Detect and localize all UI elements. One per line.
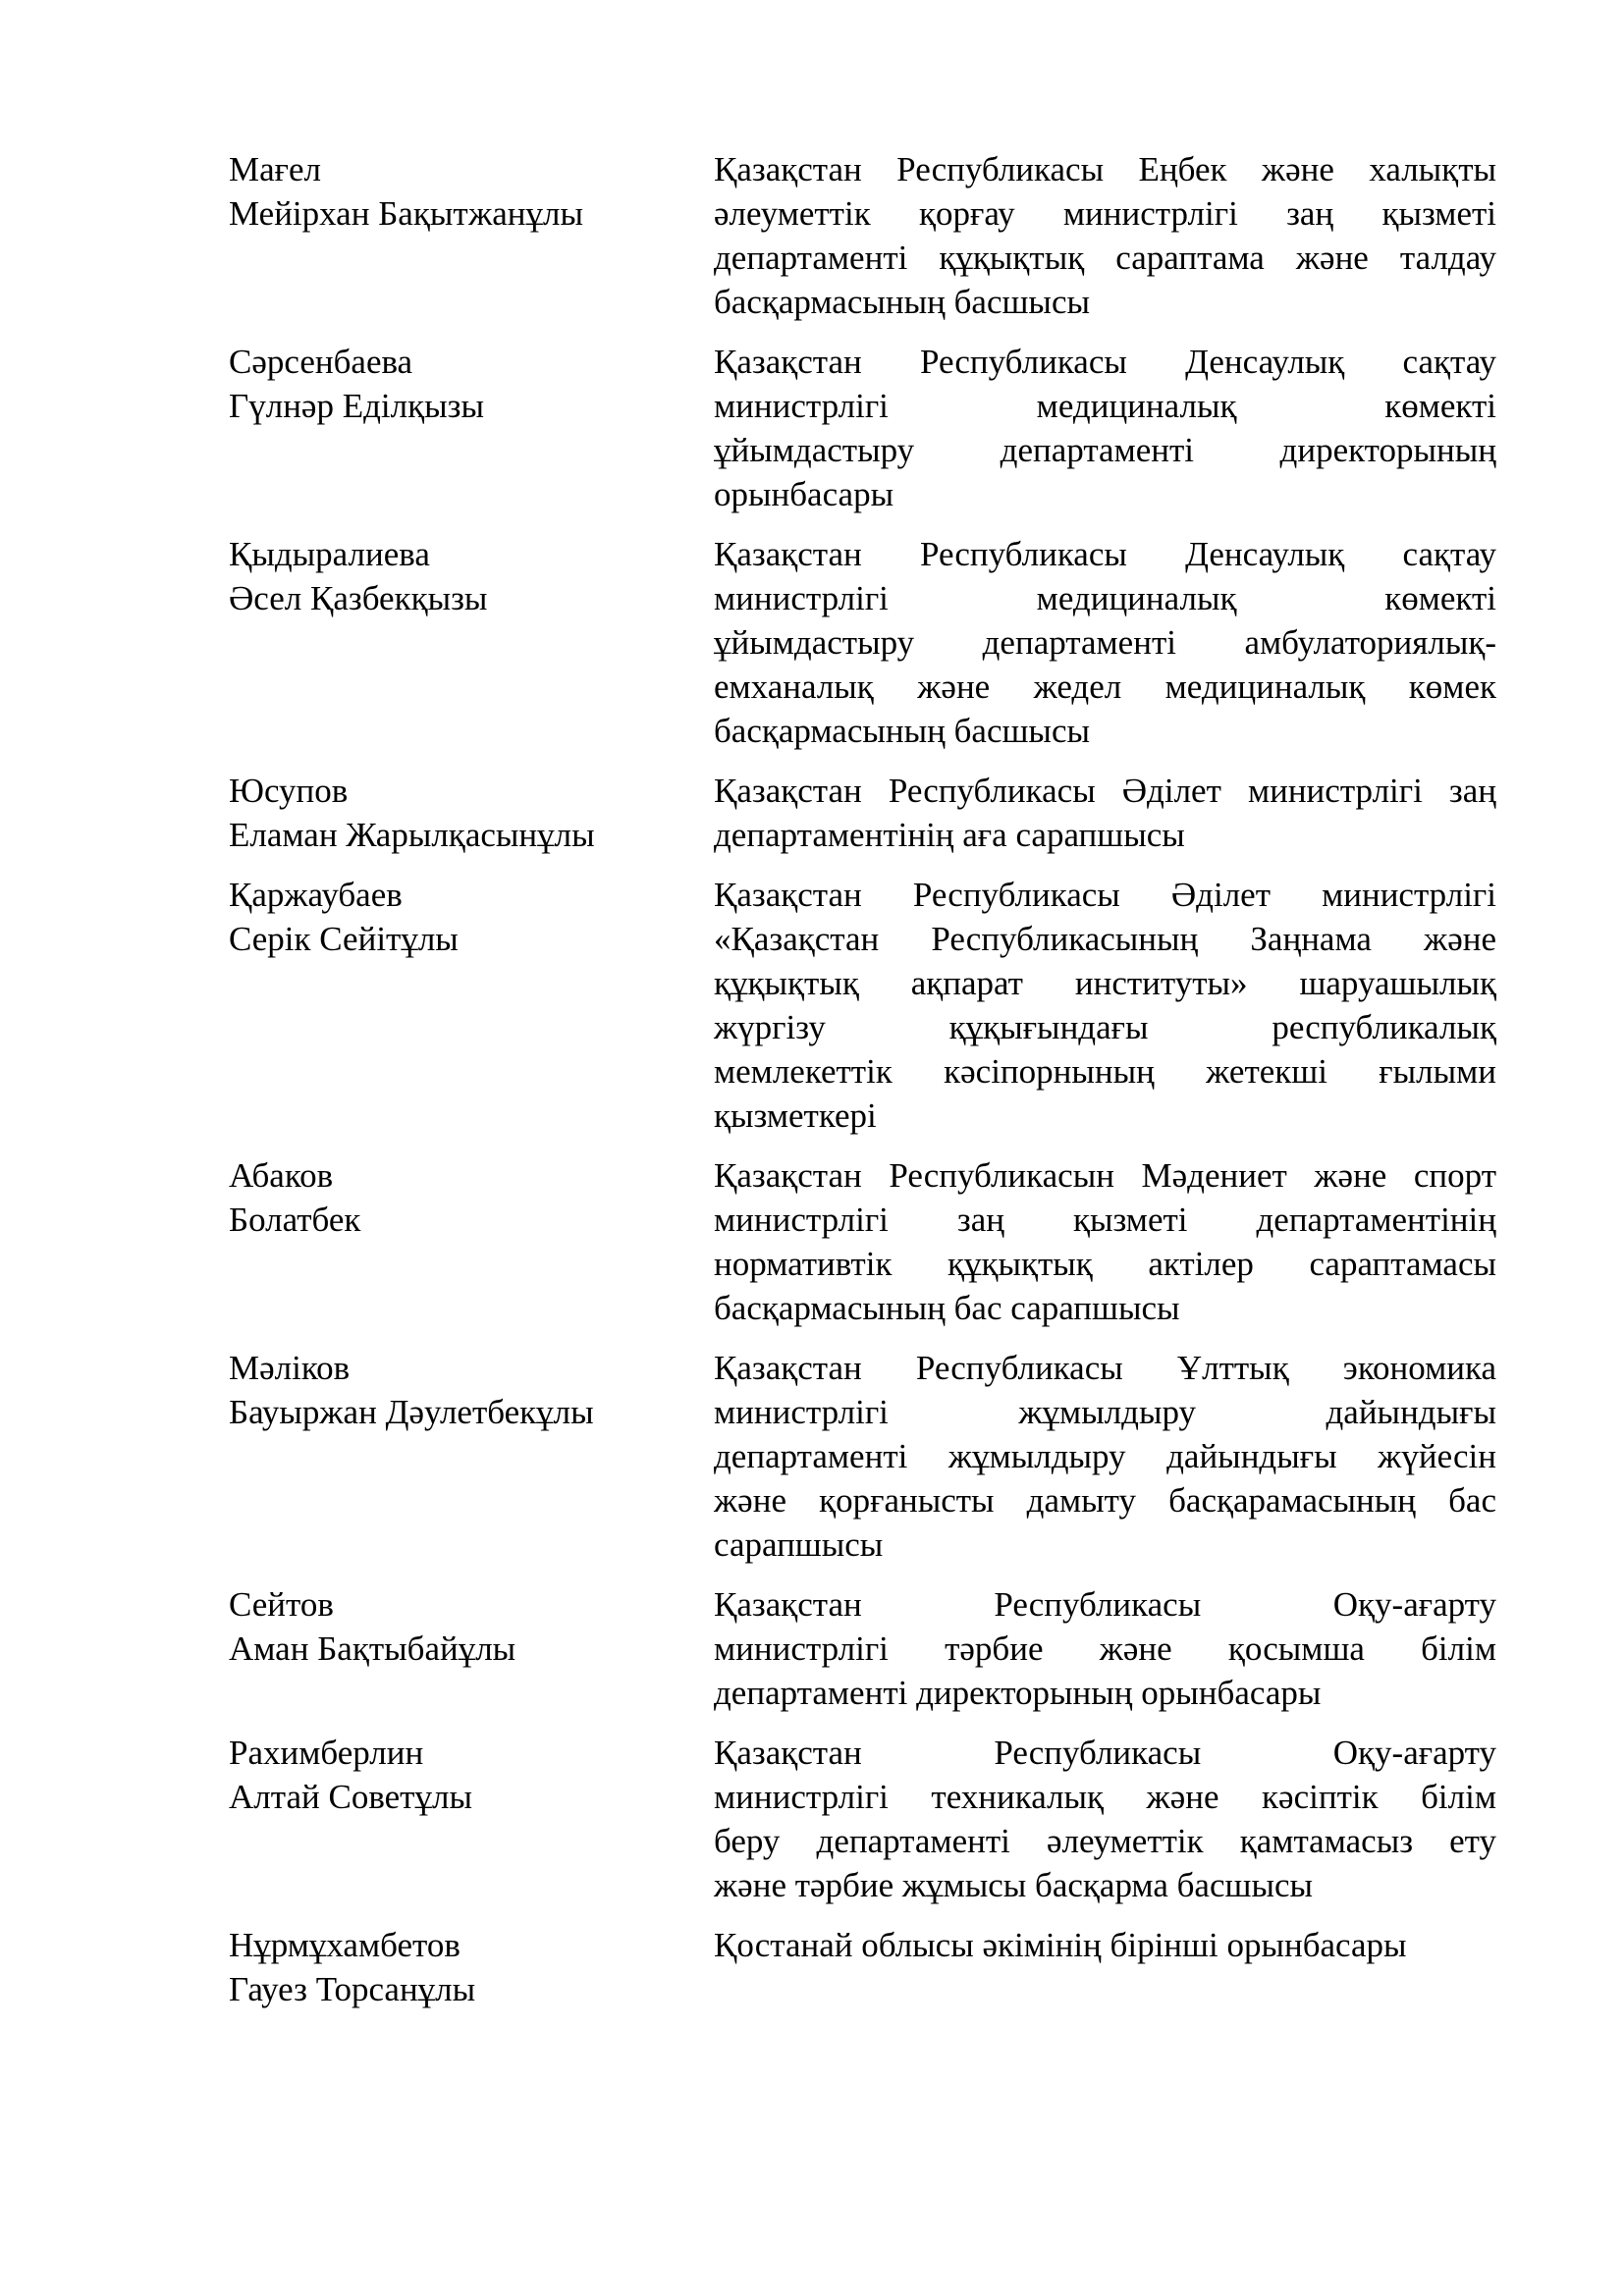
member-given-name: Мейірхан Бақытжанұлы [229,194,584,233]
position-line: емханалық және жедел медициналық көмек [714,667,1496,706]
member-list [229,147,1505,2027]
position-line: министрлігі медициналық көмекті [714,579,1496,617]
member-position [714,1582,1496,1715]
position-line: және тәрбие жұмысы басқарма басшысы [714,1866,1314,1904]
position-line: қызметкері [714,1096,877,1135]
member-given-name: Еламан Жарылқасынұлы [229,816,595,854]
position-line: департаменті директорының орынбасары [714,1674,1322,1712]
member-row [229,1346,1505,1567]
member-position [714,1923,1496,1967]
position-line: Қазақстан Республикасын Мәдениет және спорт [714,1156,1496,1195]
member-surname: Қыдыралиева [229,535,430,573]
member-name [229,1153,714,1242]
member-name [229,1731,714,1819]
position-line: министрлігі заң қызметі департаментінің [714,1201,1496,1239]
member-name [229,532,714,620]
member-position [714,1346,1496,1567]
member-surname: Сейтов [229,1585,334,1624]
position-line: басқармасының бас сарапшысы [714,1289,1180,1327]
member-row [229,532,1505,753]
member-row [229,1731,1505,1907]
member-row [229,340,1505,516]
position-line: Қазақстан Республикасы Ұлттық экономика [714,1349,1496,1387]
member-row [229,873,1505,1138]
member-surname: Рахимберлин [229,1734,424,1772]
member-position [714,873,1496,1138]
member-position [714,1153,1496,1330]
member-surname: Юсупов [229,772,349,810]
member-name [229,769,714,857]
position-line: ұйымдастыру департаменті директорының [714,431,1496,469]
member-position [714,769,1496,857]
member-surname: Мәліков [229,1349,351,1387]
member-row [229,1153,1505,1330]
position-line: Қазақстан Республикасы Еңбек және халықты [714,150,1496,188]
member-position [714,532,1496,753]
position-line: Қазақстан Республикасы Оқу-ағарту [714,1734,1496,1772]
position-line: министрлігі медициналық көмекті [714,387,1496,425]
position-line: беру департаменті әлеуметтік қамтамасыз ету [714,1822,1496,1860]
member-position [714,147,1496,324]
member-position [714,340,1496,516]
position-line: министрлігі жұмылдыру дайындығы [714,1393,1496,1431]
member-name [229,1923,714,2011]
member-given-name: Серік Сейітұлы [229,920,459,958]
member-given-name: Гауез Торсанұлы [229,1970,476,2008]
position-line: департаменті жұмылдыру дайындығы жүйесін [714,1437,1496,1475]
position-line: департаменті құқықтық сараптама және талдау [714,239,1496,277]
position-line: басқармасының басшысы [714,283,1091,321]
member-name [229,1346,714,1434]
member-row [229,1582,1505,1715]
member-given-name: Әсел Қазбекқызы [229,579,488,617]
position-line: Қазақстан Республикасы Оқу-ағарту [714,1585,1496,1624]
position-line: департаментінің аға сарапшысы [714,816,1185,854]
member-given-name: Алтай Советұлы [229,1778,472,1816]
member-surname: Абаков [229,1156,334,1195]
member-name [229,147,714,236]
position-line: ұйымдастыру департаменті амбулаториялық- [714,623,1496,662]
member-position [714,1731,1496,1907]
position-line: сарапшысы [714,1525,884,1564]
member-name [229,873,714,961]
position-line: орынбасары [714,475,894,513]
position-line: мемлекеттік кәсіпорнының жетекші ғылыми [714,1052,1496,1091]
position-line: Қостанай облысы әкімінің бірінші орынбасары [714,1926,1407,1964]
member-row [229,1923,1505,2011]
position-line: министрлігі тәрбие және қосымша білім [714,1629,1496,1668]
member-row [229,769,1505,857]
position-line: және қорғанысты дамыту басқарамасының бас [714,1481,1496,1520]
member-given-name: Гүлнәр Еділқызы [229,387,484,425]
member-surname: Мағел [229,150,322,188]
member-given-name: Болатбек [229,1201,361,1239]
position-line: «Қазақстан Республикасының Заңнама және [714,920,1496,958]
position-line: Қазақстан Республикасы Денсаулық сақтау [714,343,1496,381]
position-line: құқықтық ақпарат институты» шаруашылық [714,964,1496,1002]
member-given-name: Аман Бақтыбайұлы [229,1629,516,1668]
member-row [229,147,1505,324]
member-surname: Қаржаубаев [229,876,403,914]
member-given-name: Бауыржан Дәулетбекұлы [229,1393,594,1431]
position-line: министрлігі техникалық және кәсіптік білім [714,1778,1496,1816]
position-line: Қазақстан Республикасы Әділет министрлігі [714,876,1496,914]
position-line: нормативтік құқықтық актілер сараптамасы [714,1245,1496,1283]
member-surname: Нұрмұхамбетов [229,1926,460,1964]
position-line: әлеуметтік қорғау министрлігі заң қызметі [714,194,1496,233]
member-name [229,340,714,428]
position-line: басқармасының басшысы [714,712,1091,750]
position-line: Қазақстан Республикасы Денсаулық сақтау [714,535,1496,573]
position-line: жүргізу құқығындағы республикалық [714,1008,1496,1046]
member-surname: Сәрсенбаева [229,343,413,381]
position-line: Қазақстан Республикасы Әділет министрлігі заң [714,772,1496,810]
member-name [229,1582,714,1671]
